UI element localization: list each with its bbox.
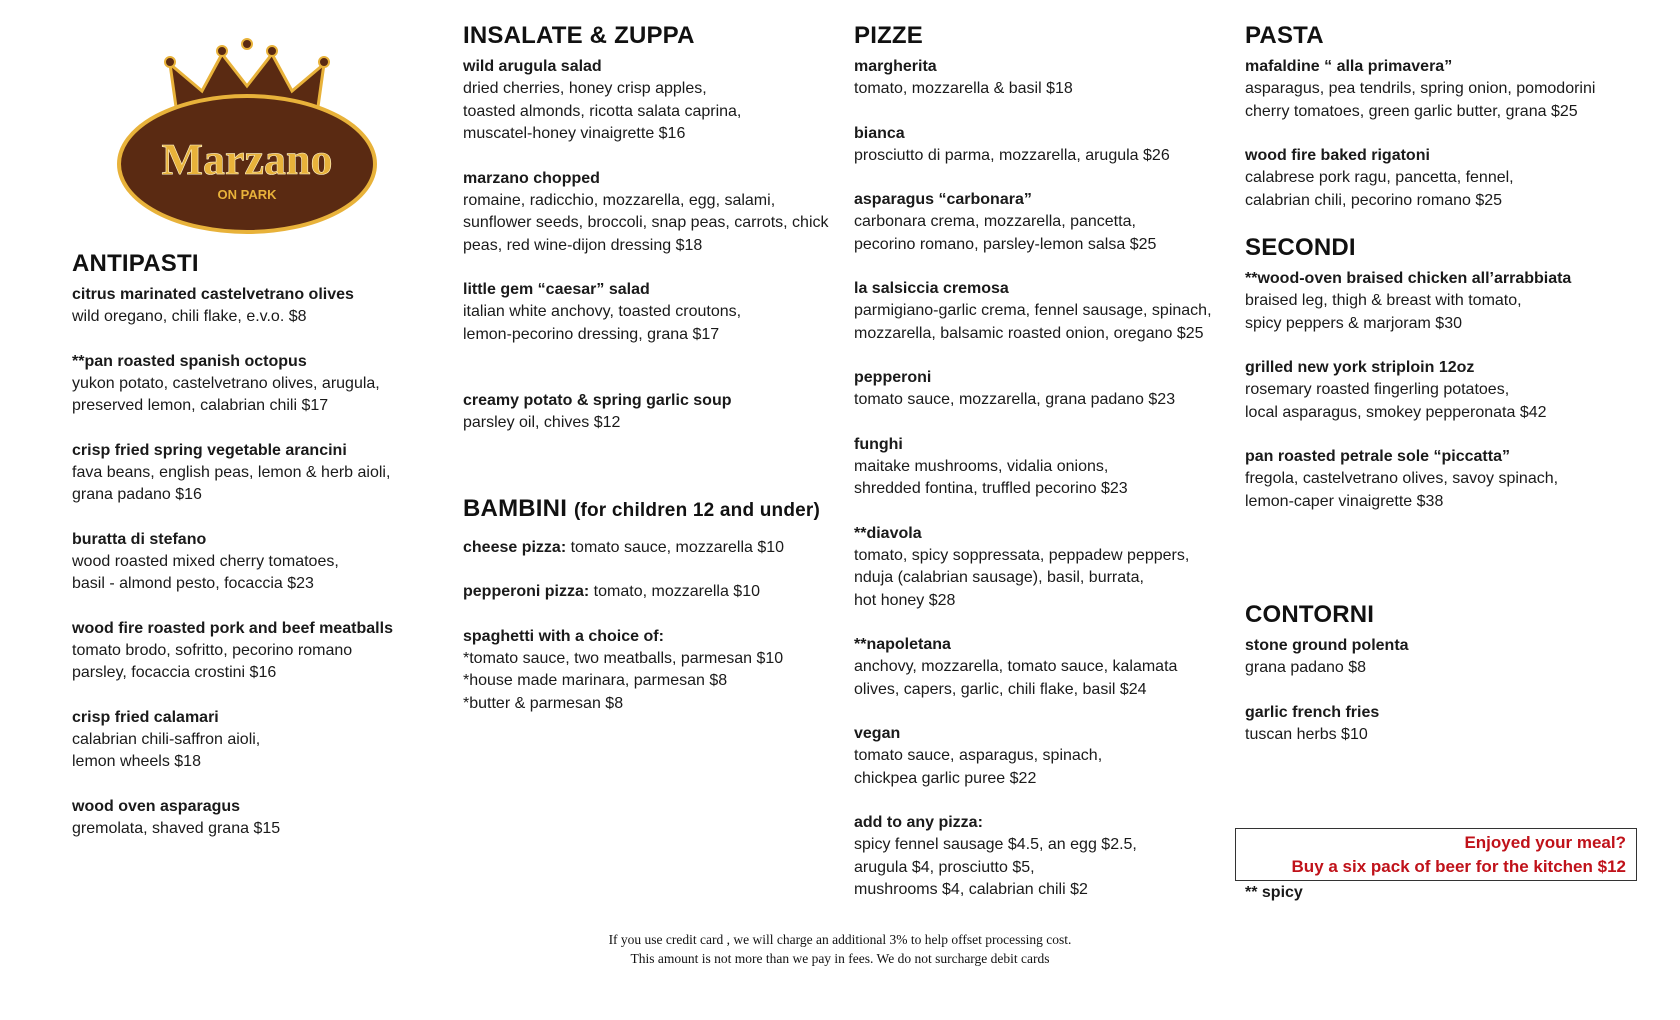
- menu-item: [854, 278, 1234, 345]
- credit-card-notice: [0, 930, 1680, 968]
- menu-item: [72, 796, 412, 841]
- beer-promo-box: [1235, 828, 1637, 881]
- item-desc: tomato brodo, sofritto, pecorino romano parsley, focaccia crostini $16: [72, 641, 353, 681]
- item-name: garlic french fries: [1245, 703, 1380, 721]
- bambini-title: BAMBINI: [463, 494, 568, 522]
- menu-item: [854, 723, 1234, 790]
- item-desc: dried cherries, honey crisp apples, toasted almonds, ricotta salata caprina, muscatel-honey vinaigrette $16: [463, 80, 742, 142]
- item-desc: maitake mushrooms, vidalia onions, shredded fontina, truffled pecorino $23: [854, 457, 1128, 497]
- menu-item: [854, 634, 1234, 701]
- menu-item: [72, 707, 412, 774]
- menu-item: [1245, 56, 1645, 123]
- item-name: margherita: [854, 58, 937, 75]
- item-desc: wild oregano, chili flake, e.v.o. $8: [72, 308, 307, 325]
- item-desc: fregola, castelvetrano olives, savoy spinach, lemon-caper vinaigrette $38: [1245, 470, 1559, 510]
- item-name: grilled new york striploin 12oz: [1245, 359, 1475, 376]
- menu-item: [72, 351, 412, 418]
- item-desc: parmigiano-garlic crema, fennel sausage, spinach, mozzarella, balsamic roasted onion, oregano $25: [854, 302, 1212, 342]
- pasta-section: [1245, 22, 1645, 768]
- section-title: INSALATE & ZUPPA: [463, 22, 695, 49]
- menu-item: [1245, 357, 1645, 424]
- marzano-logo: [112, 36, 382, 236]
- item-desc: carbonara crema, mozzarella, pancetta, pecorino romano, parsley-lemon salsa $25: [854, 213, 1157, 253]
- item-name: cheese pizza:: [463, 538, 567, 556]
- item-desc: grana padano $8: [1245, 659, 1366, 676]
- secondi-list: [1245, 268, 1645, 513]
- menu-item: [72, 440, 412, 507]
- item-name: pan roasted petrale sole “piccatta”: [1245, 448, 1510, 465]
- menu-item: [463, 581, 843, 604]
- item-name: **wood-oven braised chicken all’arrabbiata: [1245, 270, 1572, 287]
- promo-line-2: Buy a six pack of beer for the kitchen $12: [1291, 857, 1626, 876]
- item-name: pepperoni pizza:: [463, 583, 590, 600]
- item-name: vegan: [854, 725, 901, 742]
- item-desc: *tomato sauce, two meatballs, parmesan $10 *house made marinara, parmesan $8 *butter & parmesan $8: [463, 649, 784, 712]
- insalate-section: [463, 22, 843, 737]
- menu-item: [72, 529, 412, 596]
- item-name: **diavola: [854, 524, 922, 542]
- menu-item: [463, 626, 843, 716]
- menu-item: [1245, 268, 1645, 335]
- item-desc: tomato sauce, mozzarella, grana padano $23: [854, 391, 1176, 408]
- item-desc: asparagus, pea tendrils, spring onion, pomodorini cherry tomatoes, green garlic butter, grana $25: [1245, 80, 1596, 120]
- contorni-section: [1245, 601, 1645, 746]
- item-name: funghi: [854, 435, 903, 453]
- pasta-list: [1245, 56, 1645, 212]
- item-name: crisp fried calamari: [72, 708, 219, 726]
- item-desc: yukon potato, castelvetrano olives, arugula, preserved lemon, calabrian chili $17: [72, 374, 380, 414]
- menu-item: [1245, 635, 1645, 680]
- antipasti-section: [72, 250, 412, 862]
- menu-item: [463, 279, 843, 346]
- insalate-list: [463, 56, 843, 435]
- pizze-section: [854, 22, 1234, 924]
- logo-tagline: ON PARK: [217, 187, 277, 202]
- menu-item: [854, 367, 1234, 412]
- contorni-list: [1245, 635, 1645, 746]
- item-name: citrus marinated castelvetrano olives: [72, 286, 354, 303]
- item-name: asparagus “carbonara”: [854, 191, 1032, 208]
- item-desc: fava beans, english peas, lemon & herb aioli, grana padano $16: [72, 463, 391, 503]
- antipasti-list: [72, 284, 412, 840]
- item-line: [463, 581, 843, 604]
- menu-item: [463, 390, 843, 435]
- item-desc: tomato, mozzarella $10: [589, 583, 760, 600]
- item-name: mafaldine “ alla primavera”: [1245, 58, 1453, 75]
- item-desc: tuscan herbs $10: [1245, 725, 1368, 743]
- item-desc: calabrese pork ragu, pancetta, fennel, calabrian chili, pecorino romano $25: [1245, 169, 1514, 209]
- menu-item: [854, 56, 1234, 101]
- item-desc: wood roasted mixed cherry tomatoes, basil - almond pesto, focaccia $23: [72, 552, 339, 592]
- item-name: wood oven asparagus: [72, 797, 241, 815]
- menu-item: [72, 284, 412, 329]
- item-desc: spicy fennel sausage $4.5, an egg $2.5, arugula $4, prosciutto $5, mushrooms $4, calabrian chili $2: [854, 836, 1137, 898]
- item-desc: rosemary roasted fingerling potatoes, local asparagus, smokey pepperonata $42: [1245, 381, 1547, 421]
- section-title: ANTIPASTI: [72, 250, 199, 277]
- item-desc: tomato, mozzarella & basil $18: [854, 80, 1073, 97]
- secondi-section: [1245, 234, 1645, 513]
- menu-item: [463, 537, 843, 560]
- item-name: add to any pizza:: [854, 814, 983, 831]
- item-name: crisp fried spring vegetable arancini: [72, 441, 347, 459]
- item-desc: prosciutto di parma, mozzarella, arugula $26: [854, 146, 1170, 164]
- item-name: **pan roasted spanish octopus: [72, 352, 307, 370]
- item-desc: italian white anchovy, toasted croutons, lemon-pecorino dressing, grana $17: [463, 303, 742, 343]
- promo-line-1: Enjoyed your meal?: [1464, 833, 1626, 852]
- item-name: **napoletana: [854, 636, 951, 653]
- item-name: creamy potato & spring garlic soup: [463, 392, 732, 409]
- bambini-section: [463, 495, 843, 716]
- section-title: SECONDI: [1245, 234, 1356, 261]
- item-name: spaghetti with a choice of:: [463, 627, 664, 645]
- section-title: [463, 495, 843, 523]
- menu-item: [854, 189, 1234, 256]
- item-desc: romaine, radicchio, mozzarella, egg, salami, sunflower seeds, broccoli, snap peas, carrots, chick peas, red wine-dijon dressing $18: [463, 191, 829, 254]
- bambini-list: [463, 537, 843, 604]
- item-desc: calabrian chili-saffron aioli, lemon wheels $18: [72, 730, 261, 770]
- section-title: PASTA: [1245, 22, 1324, 49]
- item-name: pepperoni: [854, 369, 932, 386]
- logo-wordmark: Marzano: [161, 135, 333, 184]
- item-desc: anchovy, mozzarella, tomato sauce, kalamata olives, capers, garlic, chili flake, basil $24: [854, 658, 1178, 698]
- menu-item: [1245, 702, 1645, 747]
- item-name: wood fire roasted pork and beef meatballs: [72, 619, 393, 637]
- pizze-list: [854, 56, 1234, 902]
- item-name: wild arugula salad: [463, 58, 602, 75]
- spicy-legend: ** spicy: [1245, 884, 1303, 901]
- menu-item: [463, 168, 843, 258]
- item-desc: gremolata, shaved grana $15: [72, 819, 281, 837]
- item-name: little gem “caesar” salad: [463, 281, 650, 298]
- item-name: bianca: [854, 124, 905, 142]
- menu-item: [1245, 446, 1645, 513]
- section-title: PIZZE: [854, 22, 924, 49]
- item-desc: tomato sauce, asparagus, spinach, chickpea garlic puree $22: [854, 747, 1103, 787]
- menu-item: [854, 434, 1234, 501]
- item-desc: tomato, spicy soppressata, peppadew peppers, nduja (calabrian sausage), basil, burrata, hot honey $28: [854, 546, 1190, 609]
- item-name: la salsiccia cremosa: [854, 280, 1009, 297]
- item-name: buratta di stefano: [72, 530, 207, 548]
- item-desc: tomato sauce, mozzarella $10: [566, 538, 785, 556]
- item-desc: parsley oil, chives $12: [463, 414, 621, 431]
- item-name: wood fire baked rigatoni: [1245, 147, 1430, 164]
- bambini-note: (for children 12 and under): [573, 499, 821, 521]
- menu-item: [854, 123, 1234, 168]
- item-name: marzano chopped: [463, 169, 600, 187]
- item-line: [463, 537, 843, 560]
- footer-line-2: This amount is not more than we pay in fees. We do not surcharge debit cards: [630, 951, 1050, 966]
- menu-item: [72, 618, 412, 685]
- section-title: CONTORNI: [1245, 601, 1375, 628]
- menu-item: [1245, 145, 1645, 212]
- footer-line-1: If you use credit card , we will charge an additional 3% to help offset processing cost.: [608, 932, 1072, 947]
- menu-item: [854, 523, 1234, 613]
- item-name: stone ground polenta: [1245, 637, 1409, 654]
- menu-item: [463, 56, 843, 146]
- item-desc: braised leg, thigh & breast with tomato, spicy peppers & marjoram $30: [1245, 292, 1522, 332]
- menu-item: [854, 812, 1234, 902]
